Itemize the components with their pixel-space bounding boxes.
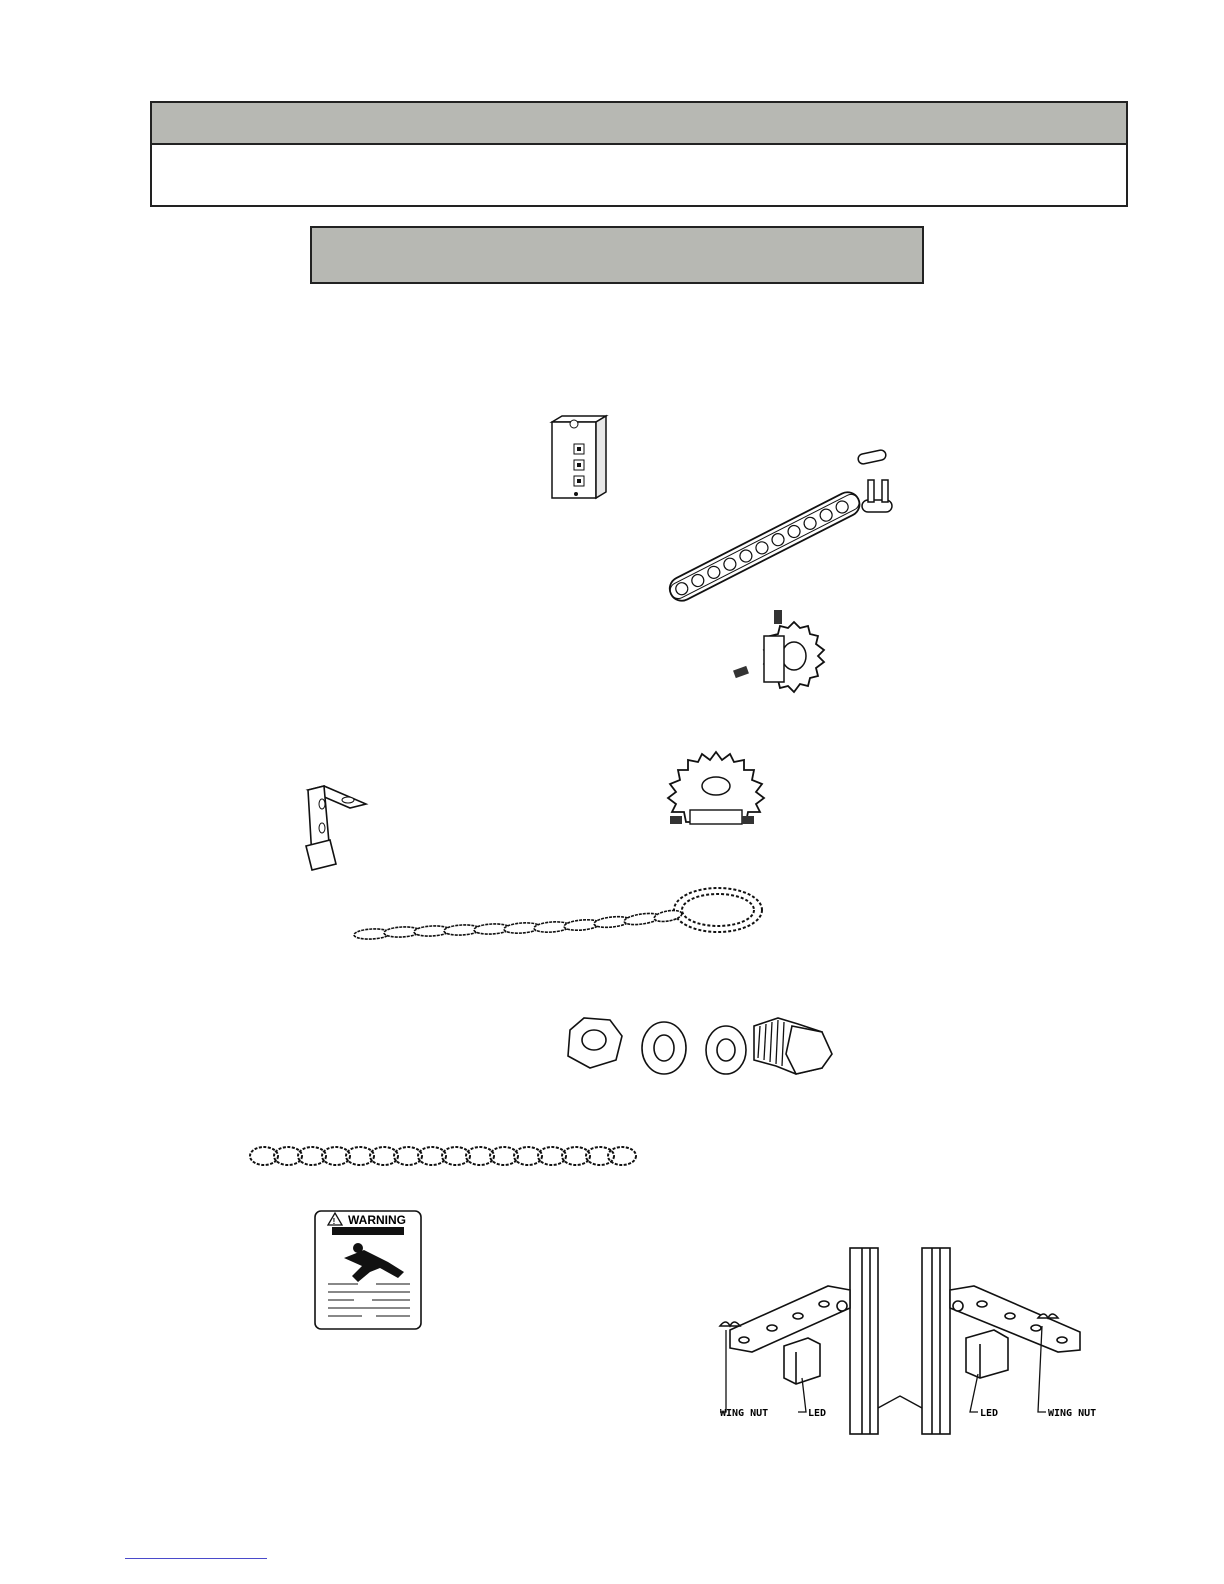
warning-label-image — [314, 1210, 422, 1330]
led-sensor-right — [966, 1330, 1008, 1378]
section-subheader-box — [310, 226, 924, 284]
straight-chain-image — [248, 1140, 640, 1174]
push-button-station-image — [548, 414, 616, 500]
small-sprocket-image — [728, 608, 832, 704]
led-label-left: LED — [808, 1408, 827, 1419]
led-label-right: LED — [980, 1408, 999, 1419]
mounting-bracket-image — [300, 784, 370, 876]
section-header-band — [152, 103, 1126, 145]
hardware-set-image — [560, 1010, 840, 1080]
svg-text:!: ! — [332, 1217, 336, 1226]
warning-label-heading: WARNING — [348, 1213, 406, 1227]
wing-nut-label-right: WING NUT — [1048, 1408, 1097, 1419]
pull-chain-ring-image — [350, 886, 770, 952]
wing-nut-label-left: WING NUT — [720, 1408, 769, 1419]
footer-rule — [125, 1558, 267, 1559]
section-header-box — [150, 101, 1128, 207]
photo-eye-diagram — [712, 1246, 1102, 1436]
large-sprocket-image — [656, 750, 776, 836]
led-sensor-left — [784, 1338, 820, 1384]
roller-chain-image — [670, 446, 900, 592]
